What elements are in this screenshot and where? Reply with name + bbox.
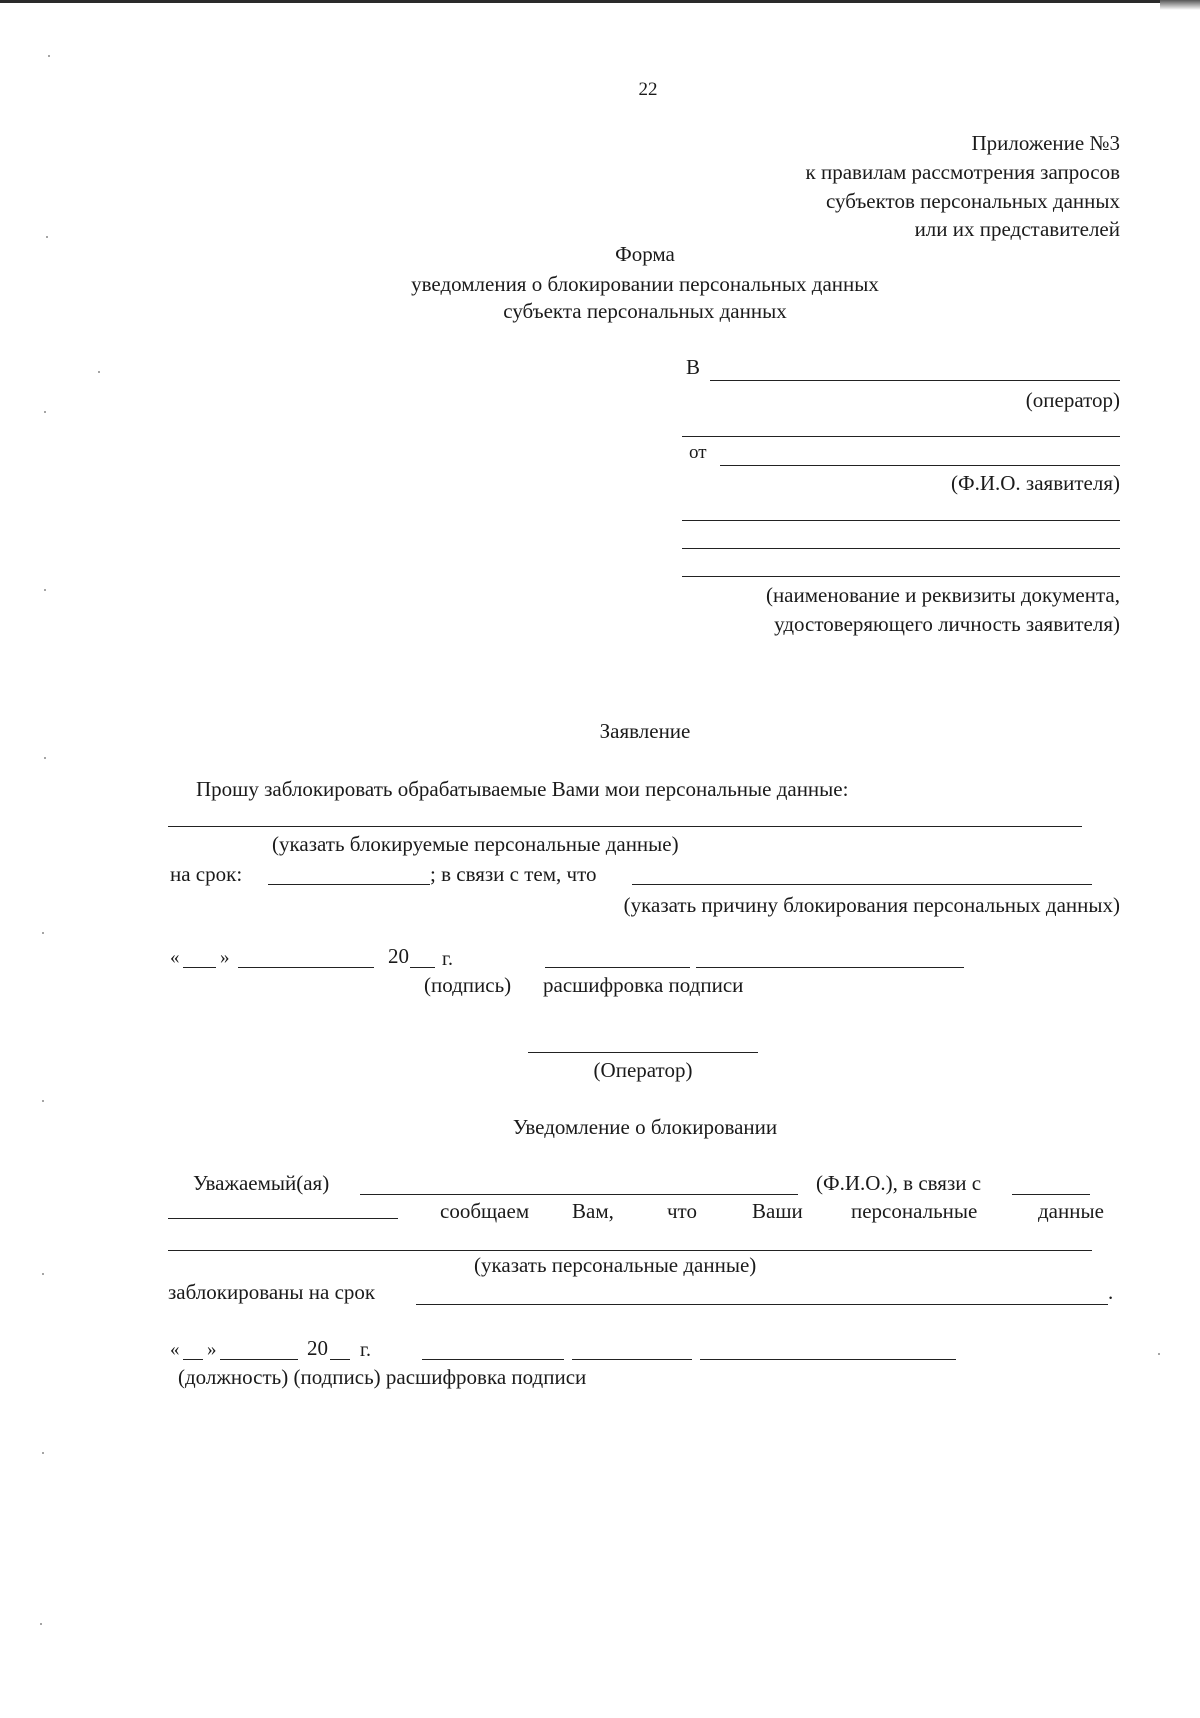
salutation: Уважаемый(ая): [193, 1171, 330, 1195]
appendix-line-2: к правилам рассмотрения запросов: [805, 160, 1120, 184]
word-vashi: Ваши: [752, 1199, 803, 1223]
reason-field[interactable]: [632, 884, 1092, 885]
operator-signature-field[interactable]: [528, 1052, 758, 1053]
document-caption-line-1: (наименование и реквизиты документа,: [765, 583, 1120, 607]
blocked-term-field[interactable]: [416, 1304, 1108, 1305]
signature-field[interactable]: [545, 967, 690, 968]
page-number: 22: [638, 79, 658, 100]
document-field-3[interactable]: [682, 576, 1120, 577]
scan-speck: [44, 411, 46, 413]
operator-caption: (оператор): [1025, 388, 1120, 412]
day-field[interactable]: [183, 967, 216, 968]
operator-name-field[interactable]: [710, 380, 1120, 381]
document-field-1[interactable]: [682, 520, 1120, 521]
scan-corner-shadow: [1160, 0, 1200, 10]
document-caption-line-2: удостоверяющего личность заявителя): [774, 612, 1120, 636]
form-title-line-3: субъекта персональных данных: [503, 299, 787, 323]
to-prefix: В: [686, 355, 701, 379]
year-suffix: г.: [442, 948, 453, 970]
applicant-caption: (Ф.И.О. заявителя): [951, 471, 1120, 495]
application-request-text: Прошу заблокировать обрабатываемые Вами мои персональные данные:: [196, 777, 849, 801]
scan-speck: [42, 1273, 44, 1275]
applicant-name-field[interactable]: [720, 465, 1120, 466]
word-chto: что: [667, 1199, 697, 1223]
scan-top-edge: [0, 0, 1200, 3]
notif-signature-field[interactable]: [572, 1359, 692, 1360]
appendix-line-4: или их представителей: [914, 217, 1120, 241]
reason-label: ; в связи с тем, что: [430, 862, 597, 886]
signature-caption: (подпись): [424, 973, 512, 997]
notif-year-prefix: 20: [307, 1336, 328, 1360]
notification-title: Уведомление о блокировании: [512, 1115, 778, 1139]
year-prefix: 20: [388, 944, 409, 968]
term-label: на срок:: [170, 862, 243, 886]
word-soobshchaem: сообщаем: [440, 1199, 530, 1223]
application-title: Заявление: [599, 719, 691, 743]
term-field[interactable]: [268, 884, 430, 885]
month-field[interactable]: [238, 967, 374, 968]
word-dannye: данные: [1038, 1199, 1104, 1223]
notif-year-field[interactable]: [330, 1359, 350, 1360]
notif-year-suffix: г.: [360, 1339, 371, 1361]
scan-speck: [42, 1452, 44, 1454]
notified-data-caption: (указать персональные данные): [474, 1253, 757, 1277]
signature-decoding-field[interactable]: [696, 967, 964, 968]
notif-date-open-quote: «: [170, 1339, 180, 1360]
date-open-quote: «: [170, 947, 180, 968]
scan-speck: [40, 1623, 42, 1625]
scan-speck: [42, 932, 44, 934]
appendix-line-3: субъектов персональных данных: [826, 189, 1120, 213]
footer-captions: (должность) (подпись) расшифровка подписи: [178, 1365, 587, 1389]
fio-label: (Ф.И.О.), в связи с: [816, 1171, 982, 1195]
document-field-2[interactable]: [682, 548, 1120, 549]
scan-speck: [46, 236, 48, 238]
period-mark: .: [1108, 1280, 1114, 1304]
notif-month-field[interactable]: [220, 1359, 298, 1360]
signature-decoding-caption: расшифровка подписи: [543, 973, 744, 997]
reason-short-field[interactable]: [1012, 1194, 1090, 1195]
reason-caption: (указать причину блокирования персональных данных): [623, 893, 1120, 917]
word-personalnye: персональные: [851, 1199, 978, 1223]
scan-speck: [44, 589, 46, 591]
recipient-name-field[interactable]: [360, 1194, 798, 1195]
form-title-line-2: уведомления о блокировании персональных данных: [411, 272, 879, 296]
scan-speck: [1158, 1353, 1160, 1355]
position-field[interactable]: [422, 1359, 564, 1360]
notif-date-close-quote: »: [207, 1339, 217, 1360]
from-prefix: от: [689, 442, 707, 463]
reason-continued-field[interactable]: [168, 1218, 398, 1219]
scan-speck: [44, 757, 46, 759]
scan-speck: [48, 55, 50, 57]
date-close-quote: »: [220, 947, 230, 968]
operator-extra-field[interactable]: [682, 436, 1120, 437]
notified-data-field[interactable]: [168, 1250, 1092, 1251]
blocked-data-caption: (указать блокируемые персональные данные): [272, 832, 679, 856]
notif-day-field[interactable]: [183, 1359, 203, 1360]
scan-speck: [42, 1100, 44, 1102]
scan-speck: [98, 371, 100, 373]
year-field[interactable]: [410, 967, 435, 968]
notif-decoding-field[interactable]: [700, 1359, 956, 1360]
operator-caption-bottom: (Оператор): [593, 1058, 693, 1082]
appendix-line-1: Приложение №3: [971, 131, 1120, 155]
blocked-data-field[interactable]: [168, 826, 1082, 827]
form-title-line-1: Форма: [615, 242, 675, 266]
blocked-label: заблокированы на срок: [168, 1280, 376, 1304]
word-vam: Вам,: [572, 1199, 614, 1223]
